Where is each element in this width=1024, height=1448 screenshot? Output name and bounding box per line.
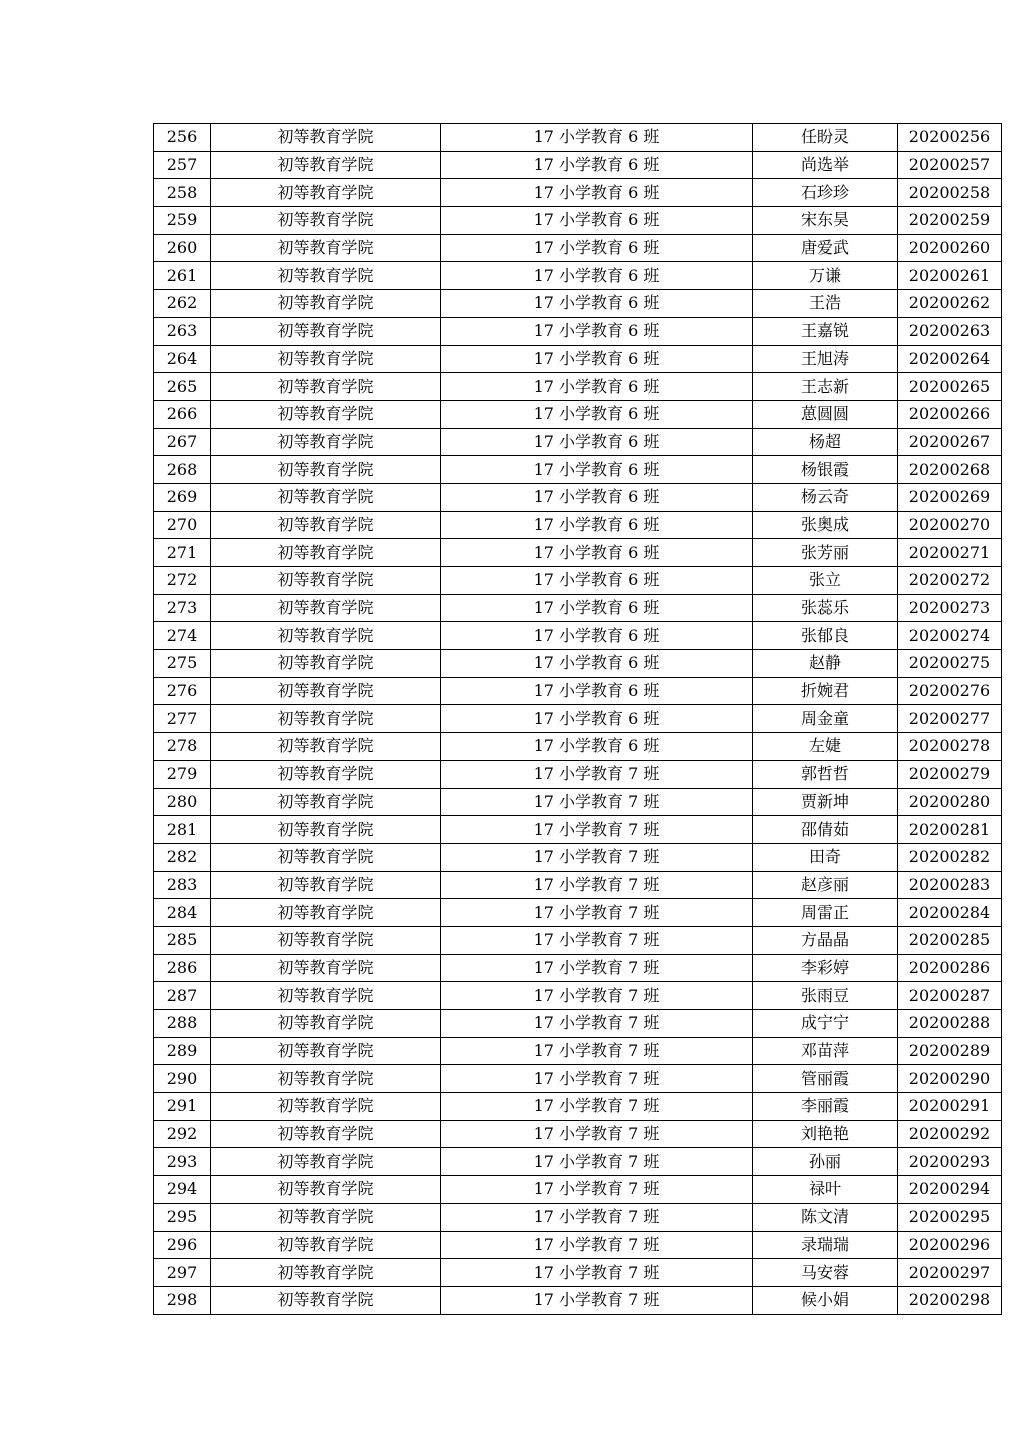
college-cell: 初等教育学院 (211, 483, 441, 511)
student-id-cell: 20200297 (898, 1259, 1002, 1287)
row-number-cell: 295 (154, 1203, 211, 1231)
row-number-cell: 291 (154, 1093, 211, 1121)
row-number-cell: 297 (154, 1259, 211, 1287)
student-id-cell: 20200270 (898, 511, 1002, 539)
college-cell: 初等教育学院 (211, 373, 441, 401)
table-row (154, 151, 1002, 179)
student-id-cell: 20200274 (898, 622, 1002, 650)
table-row (154, 539, 1002, 567)
row-number-cell: 271 (154, 539, 211, 567)
table-row (154, 594, 1002, 622)
student-name-cell: 邓苗萍 (753, 1037, 898, 1065)
row-number-cell: 268 (154, 456, 211, 484)
class-cell: 17 小学教育 6 班 (441, 428, 753, 456)
student-name-cell: 王浩 (753, 290, 898, 318)
row-number-cell: 256 (154, 124, 211, 152)
table-row (154, 677, 1002, 705)
college-cell: 初等教育学院 (211, 760, 441, 788)
row-number-cell: 264 (154, 345, 211, 373)
college-cell: 初等教育学院 (211, 594, 441, 622)
class-cell: 17 小学教育 6 班 (441, 345, 753, 373)
student-id-cell: 20200275 (898, 650, 1002, 678)
row-number-cell: 288 (154, 1010, 211, 1038)
class-cell: 17 小学教育 6 班 (441, 262, 753, 290)
row-number-cell: 270 (154, 511, 211, 539)
student-name-cell: 郭哲哲 (753, 760, 898, 788)
student-name-cell: 杨银霞 (753, 456, 898, 484)
student-name-cell: 张郁良 (753, 622, 898, 650)
table-row (154, 816, 1002, 844)
student-id-cell: 20200261 (898, 262, 1002, 290)
class-cell: 17 小学教育 6 班 (441, 456, 753, 484)
student-id-cell: 20200278 (898, 733, 1002, 761)
student-id-cell: 20200277 (898, 705, 1002, 733)
table-row (154, 207, 1002, 235)
class-cell: 17 小学教育 7 班 (441, 1286, 753, 1314)
row-number-cell: 278 (154, 733, 211, 761)
college-cell: 初等教育学院 (211, 1065, 441, 1093)
class-cell: 17 小学教育 6 班 (441, 317, 753, 345)
class-cell: 17 小学教育 7 班 (441, 982, 753, 1010)
row-number-cell: 298 (154, 1286, 211, 1314)
table-row (154, 1231, 1002, 1259)
college-cell: 初等教育学院 (211, 207, 441, 235)
student-name-cell: 陈文清 (753, 1203, 898, 1231)
row-number-cell: 282 (154, 843, 211, 871)
row-number-cell: 279 (154, 760, 211, 788)
college-cell: 初等教育学院 (211, 1093, 441, 1121)
row-number-cell: 263 (154, 317, 211, 345)
college-cell: 初等教育学院 (211, 871, 441, 899)
table-row (154, 1065, 1002, 1093)
row-number-cell: 258 (154, 179, 211, 207)
college-cell: 初等教育学院 (211, 567, 441, 595)
class-cell: 17 小学教育 7 班 (441, 1148, 753, 1176)
row-number-cell: 277 (154, 705, 211, 733)
student-name-cell: 杨超 (753, 428, 898, 456)
college-cell: 初等教育学院 (211, 345, 441, 373)
student-name-cell: 折婉君 (753, 677, 898, 705)
row-number-cell: 273 (154, 594, 211, 622)
class-cell: 17 小学教育 7 班 (441, 788, 753, 816)
class-cell: 17 小学教育 7 班 (441, 1010, 753, 1038)
class-cell: 17 小学教育 7 班 (441, 926, 753, 954)
college-cell: 初等教育学院 (211, 705, 441, 733)
college-cell: 初等教育学院 (211, 511, 441, 539)
student-id-cell: 20200281 (898, 816, 1002, 844)
class-cell: 17 小学教育 6 班 (441, 207, 753, 235)
student-name-cell: 王旭涛 (753, 345, 898, 373)
college-cell: 初等教育学院 (211, 982, 441, 1010)
table-row (154, 1037, 1002, 1065)
table-row (154, 788, 1002, 816)
table-row (154, 1010, 1002, 1038)
student-id-cell: 20200273 (898, 594, 1002, 622)
row-number-cell: 284 (154, 899, 211, 927)
student-name-cell: 杨云奇 (753, 483, 898, 511)
table-row (154, 262, 1002, 290)
college-cell: 初等教育学院 (211, 677, 441, 705)
college-cell: 初等教育学院 (211, 539, 441, 567)
college-cell: 初等教育学院 (211, 262, 441, 290)
student-name-cell: 石珍珍 (753, 179, 898, 207)
college-cell: 初等教育学院 (211, 1203, 441, 1231)
college-cell: 初等教育学院 (211, 816, 441, 844)
student-name-cell: 任盼灵 (753, 124, 898, 152)
row-number-cell: 296 (154, 1231, 211, 1259)
college-cell: 初等教育学院 (211, 290, 441, 318)
row-number-cell: 294 (154, 1176, 211, 1204)
student-name-cell: 左婕 (753, 733, 898, 761)
class-cell: 17 小学教育 7 班 (441, 843, 753, 871)
college-cell: 初等教育学院 (211, 1010, 441, 1038)
class-cell: 17 小学教育 6 班 (441, 290, 753, 318)
student-id-cell: 20200285 (898, 926, 1002, 954)
student-name-cell: 方晶晶 (753, 926, 898, 954)
class-cell: 17 小学教育 7 班 (441, 1231, 753, 1259)
student-name-cell: 张蕊乐 (753, 594, 898, 622)
row-number-cell: 274 (154, 622, 211, 650)
student-id-cell: 20200263 (898, 317, 1002, 345)
student-id-cell: 20200283 (898, 871, 1002, 899)
college-cell: 初等教育学院 (211, 788, 441, 816)
row-number-cell: 283 (154, 871, 211, 899)
class-cell: 17 小学教育 6 班 (441, 179, 753, 207)
row-number-cell: 261 (154, 262, 211, 290)
student-id-cell: 20200266 (898, 400, 1002, 428)
student-id-cell: 20200267 (898, 428, 1002, 456)
table-row (154, 982, 1002, 1010)
student-name-cell: 李彩婷 (753, 954, 898, 982)
row-number-cell: 292 (154, 1120, 211, 1148)
class-cell: 17 小学教育 7 班 (441, 816, 753, 844)
row-number-cell: 269 (154, 483, 211, 511)
class-cell: 17 小学教育 6 班 (441, 567, 753, 595)
class-cell: 17 小学教育 7 班 (441, 1176, 753, 1204)
student-id-cell: 20200264 (898, 345, 1002, 373)
row-number-cell: 262 (154, 290, 211, 318)
college-cell: 初等教育学院 (211, 1176, 441, 1204)
student-name-cell: 田奇 (753, 843, 898, 871)
student-name-cell: 张雨豆 (753, 982, 898, 1010)
row-number-cell: 286 (154, 954, 211, 982)
row-number-cell: 266 (154, 400, 211, 428)
table-row (154, 124, 1002, 152)
table-row (154, 1120, 1002, 1148)
student-name-cell: 万谦 (753, 262, 898, 290)
student-name-cell: 葸圆圆 (753, 400, 898, 428)
student-name-cell: 成宁宁 (753, 1010, 898, 1038)
student-id-cell: 20200293 (898, 1148, 1002, 1176)
row-number-cell: 259 (154, 207, 211, 235)
college-cell: 初等教育学院 (211, 650, 441, 678)
student-id-cell: 20200287 (898, 982, 1002, 1010)
student-name-cell: 李丽霞 (753, 1093, 898, 1121)
student-id-cell: 20200294 (898, 1176, 1002, 1204)
student-name-cell: 赵彦丽 (753, 871, 898, 899)
college-cell: 初等教育学院 (211, 234, 441, 262)
table-row (154, 567, 1002, 595)
student-id-cell: 20200295 (898, 1203, 1002, 1231)
student-name-cell: 王志新 (753, 373, 898, 401)
college-cell: 初等教育学院 (211, 622, 441, 650)
class-cell: 17 小学教育 7 班 (441, 1037, 753, 1065)
college-cell: 初等教育学院 (211, 179, 441, 207)
table-row (154, 428, 1002, 456)
student-name-cell: 唐爱武 (753, 234, 898, 262)
table-row (154, 871, 1002, 899)
student-name-cell: 周雷正 (753, 899, 898, 927)
student-name-cell: 候小娟 (753, 1286, 898, 1314)
row-number-cell: 260 (154, 234, 211, 262)
student-id-cell: 20200268 (898, 456, 1002, 484)
student-id-cell: 20200256 (898, 124, 1002, 152)
college-cell: 初等教育学院 (211, 428, 441, 456)
student-id-cell: 20200298 (898, 1286, 1002, 1314)
class-cell: 17 小学教育 6 班 (441, 124, 753, 152)
row-number-cell: 265 (154, 373, 211, 401)
college-cell: 初等教育学院 (211, 1037, 441, 1065)
class-cell: 17 小学教育 6 班 (441, 733, 753, 761)
student-name-cell: 张奥成 (753, 511, 898, 539)
student-id-cell: 20200258 (898, 179, 1002, 207)
class-cell: 17 小学教育 7 班 (441, 899, 753, 927)
college-cell: 初等教育学院 (211, 843, 441, 871)
class-cell: 17 小学教育 6 班 (441, 400, 753, 428)
student-id-cell: 20200259 (898, 207, 1002, 235)
table-row (154, 705, 1002, 733)
student-name-cell: 录瑞瑞 (753, 1231, 898, 1259)
student-name-cell: 张芳丽 (753, 539, 898, 567)
class-cell: 17 小学教育 7 班 (441, 1203, 753, 1231)
college-cell: 初等教育学院 (211, 400, 441, 428)
student-name-cell: 刘艳艳 (753, 1120, 898, 1148)
student-id-cell: 20200269 (898, 483, 1002, 511)
student-name-cell: 张立 (753, 567, 898, 595)
class-cell: 17 小学教育 7 班 (441, 1259, 753, 1287)
class-cell: 17 小学教育 7 班 (441, 760, 753, 788)
row-number-cell: 280 (154, 788, 211, 816)
college-cell: 初等教育学院 (211, 1148, 441, 1176)
student-name-cell: 周金童 (753, 705, 898, 733)
student-id-cell: 20200280 (898, 788, 1002, 816)
college-cell: 初等教育学院 (211, 1286, 441, 1314)
student-name-cell: 管丽霞 (753, 1065, 898, 1093)
student-name-cell: 孙丽 (753, 1148, 898, 1176)
row-number-cell: 281 (154, 816, 211, 844)
table-row (154, 345, 1002, 373)
student-name-cell: 赵静 (753, 650, 898, 678)
college-cell: 初等教育学院 (211, 1231, 441, 1259)
table-row (154, 760, 1002, 788)
college-cell: 初等教育学院 (211, 456, 441, 484)
table-row (154, 317, 1002, 345)
class-cell: 17 小学教育 6 班 (441, 483, 753, 511)
college-cell: 初等教育学院 (211, 954, 441, 982)
student-id-cell: 20200296 (898, 1231, 1002, 1259)
student-name-cell: 宋东昊 (753, 207, 898, 235)
table-row (154, 400, 1002, 428)
student-id-cell: 20200286 (898, 954, 1002, 982)
student-id-cell: 20200279 (898, 760, 1002, 788)
student-name-cell: 邵倩茹 (753, 816, 898, 844)
student-id-cell: 20200265 (898, 373, 1002, 401)
table-row (154, 234, 1002, 262)
table-row (154, 650, 1002, 678)
table-row (154, 1093, 1002, 1121)
roster-body (154, 124, 1002, 1315)
college-cell: 初等教育学院 (211, 899, 441, 927)
student-id-cell: 20200291 (898, 1093, 1002, 1121)
student-id-cell: 20200276 (898, 677, 1002, 705)
student-name-cell: 王嘉锐 (753, 317, 898, 345)
table-row (154, 1176, 1002, 1204)
class-cell: 17 小学教育 7 班 (441, 1065, 753, 1093)
row-number-cell: 272 (154, 567, 211, 595)
row-number-cell: 290 (154, 1065, 211, 1093)
class-cell: 17 小学教育 7 班 (441, 1093, 753, 1121)
class-cell: 17 小学教育 6 班 (441, 234, 753, 262)
student-id-cell: 20200282 (898, 843, 1002, 871)
student-name-cell: 尚选举 (753, 151, 898, 179)
class-cell: 17 小学教育 7 班 (441, 954, 753, 982)
class-cell: 17 小学教育 6 班 (441, 594, 753, 622)
table-row (154, 290, 1002, 318)
table-row (154, 926, 1002, 954)
student-id-cell: 20200284 (898, 899, 1002, 927)
college-cell: 初等教育学院 (211, 926, 441, 954)
table-row (154, 1148, 1002, 1176)
student-name-cell: 马安蓉 (753, 1259, 898, 1287)
class-cell: 17 小学教育 6 班 (441, 622, 753, 650)
row-number-cell: 287 (154, 982, 211, 1010)
college-cell: 初等教育学院 (211, 317, 441, 345)
table-row (154, 899, 1002, 927)
row-number-cell: 275 (154, 650, 211, 678)
class-cell: 17 小学教育 6 班 (441, 373, 753, 401)
class-cell: 17 小学教育 6 班 (441, 539, 753, 567)
table-row (154, 373, 1002, 401)
student-id-cell: 20200262 (898, 290, 1002, 318)
table-row (154, 733, 1002, 761)
student-id-cell: 20200288 (898, 1010, 1002, 1038)
row-number-cell: 293 (154, 1148, 211, 1176)
row-number-cell: 257 (154, 151, 211, 179)
row-number-cell: 276 (154, 677, 211, 705)
table-row (154, 1286, 1002, 1314)
class-cell: 17 小学教育 6 班 (441, 511, 753, 539)
row-number-cell: 289 (154, 1037, 211, 1065)
class-cell: 17 小学教育 7 班 (441, 871, 753, 899)
college-cell: 初等教育学院 (211, 1259, 441, 1287)
table-row (154, 483, 1002, 511)
row-number-cell: 285 (154, 926, 211, 954)
student-id-cell: 20200289 (898, 1037, 1002, 1065)
student-name-cell: 贾新坤 (753, 788, 898, 816)
student-id-cell: 20200290 (898, 1065, 1002, 1093)
class-cell: 17 小学教育 6 班 (441, 677, 753, 705)
class-cell: 17 小学教育 7 班 (441, 1120, 753, 1148)
student-id-cell: 20200272 (898, 567, 1002, 595)
college-cell: 初等教育学院 (211, 1120, 441, 1148)
table-row (154, 954, 1002, 982)
table-row (154, 1259, 1002, 1287)
college-cell: 初等教育学院 (211, 733, 441, 761)
class-cell: 17 小学教育 6 班 (441, 650, 753, 678)
table-row (154, 456, 1002, 484)
student-roster-table (153, 123, 1002, 1315)
student-id-cell: 20200260 (898, 234, 1002, 262)
table-row (154, 179, 1002, 207)
class-cell: 17 小学教育 6 班 (441, 151, 753, 179)
row-number-cell: 267 (154, 428, 211, 456)
table-row (154, 1203, 1002, 1231)
student-name-cell: 禄叶 (753, 1176, 898, 1204)
college-cell: 初等教育学院 (211, 151, 441, 179)
table-row (154, 511, 1002, 539)
student-id-cell: 20200271 (898, 539, 1002, 567)
table-row (154, 622, 1002, 650)
student-id-cell: 20200292 (898, 1120, 1002, 1148)
student-id-cell: 20200257 (898, 151, 1002, 179)
table-row (154, 843, 1002, 871)
class-cell: 17 小学教育 6 班 (441, 705, 753, 733)
college-cell: 初等教育学院 (211, 124, 441, 152)
